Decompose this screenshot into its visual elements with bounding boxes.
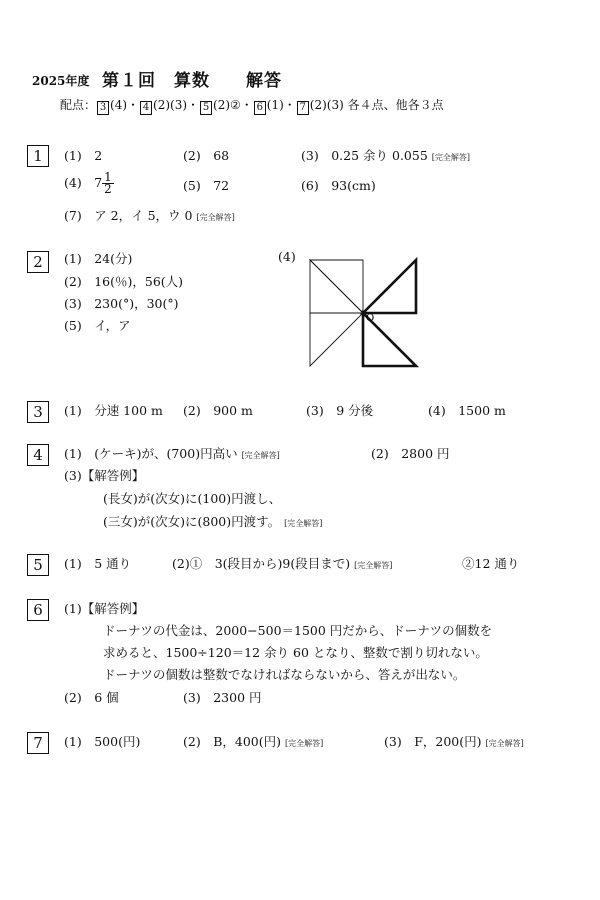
q2-answer-2: (2) 16(％)，56(人) [64,274,184,289]
q2-answer-4-label: (4) [278,249,296,264]
q6-answer-2: (2) 6 個 [64,690,119,705]
original-figure-lines [310,260,363,366]
points-text: (2)②・ [213,98,253,112]
points-box-5: 5 [200,101,212,115]
q3-answer-3: (3) 9 分後 [306,403,374,418]
q4-answer-3-line-2: (三女)が(次女)に(800)円渡す。 [完全解答] [103,514,323,529]
complete-answer-note: [完全解答] [241,451,280,460]
q1-answer-5: (5) 72 [183,178,230,193]
q7-answer-1: (1) 500(円) [64,734,141,749]
complete-answer-note: [完全解答] [284,519,323,528]
q7-answer-2: (2) B，400(円) [完全解答] [183,734,324,749]
points-suffix: 各４点、他各３点 [347,98,444,112]
q5-answer-2-1: (2)① 3(段目から)9(段目まで) [完全解答] [172,556,393,571]
complete-answer-note: [完全解答] [485,739,524,748]
rotation-figure [300,255,430,375]
question-number-2: 2 [27,251,49,273]
q3-answer-1: (1) 分速 100 m [64,403,163,418]
complete-answer-note: [完全解答] [354,561,393,570]
question-number-7: 7 [27,732,49,754]
q6-answer-1-line-1: ドーナツの代金は、2000−500＝1500 円だから、ドーナツの個数を [103,623,493,638]
q5-answer-2-2: ②12 通り [462,556,520,571]
complete-answer-note: [完全解答] [285,739,324,748]
points-text: (4)・ [110,98,140,112]
question-number-1: 1 [27,145,49,167]
page-title: 第１回 算数 解答 [102,71,282,91]
points-box-4: 4 [140,101,152,115]
complete-answer-note: [完全解答] [431,153,471,162]
question-number-6: 6 [27,599,49,621]
points-line [60,96,444,115]
q1-answer-2: (2) 68 [183,148,230,163]
q6-answer-1-line-3: ドーナツの個数は整数でなければならないから、答えが出ない。 [103,667,466,682]
fraction: $\frac{1}{2}$ [104,170,112,196]
question-number-5: 5 [27,554,49,576]
points-text: (2)(3)・ [153,98,200,112]
points-box-6: 6 [254,101,266,115]
q1-answer-1: (1) 2 [64,148,103,163]
points-text: (2)(3) [309,98,344,112]
q6-answer-1-label: (1)【解答例】 [64,601,145,616]
q1-answer-3: (3) 0.25 余り 0.055 [完全解答] [301,148,471,163]
points-box-7: 7 [297,101,309,115]
q1-answer-4: (4) 7 $\frac{1}{2}$ [64,170,112,196]
q1-answer-7: (7) ア 2，イ 5，ウ 0 [完全解答] [64,208,235,223]
q3-answer-2: (2) 900 m [183,403,253,418]
center-point-label: O [366,313,375,324]
question-number-4: 4 [27,444,49,466]
question-number-3: 3 [27,401,49,423]
q4-answer-3-label: (3)【解答例】 [64,468,145,483]
q4-answer-1: (1) (ケーキ)が、(700)円高い [完全解答] [64,446,280,461]
complete-answer-note: [完全解答] [196,213,235,222]
q2-answer-5: (5) イ，ア [64,318,131,333]
q4-answer-2: (2) 2800 円 [371,446,450,461]
points-prefix: 配点： [60,98,97,112]
points-text: (1)・ [266,98,296,112]
q3-answer-4: (4) 1500 m [428,403,506,418]
q6-answer-1-line-2: 求めると、1500÷120＝12 余り 60 となり、整数で割り切れない。 [103,645,488,660]
q7-answer-3: (3) F，200(円) [完全解答] [384,734,524,749]
q6-answer-3: (3) 2300 円 [183,690,262,705]
q5-answer-1: (1) 5 通り [64,556,132,571]
q4-answer-3-line-1: (長女)が(次女)に(100)円渡し、 [103,491,282,506]
q2-answer-3: (3) 230(°)，30(°) [64,296,179,311]
points-box-3: 3 [97,101,109,115]
exam-year: 2025年度 [32,74,90,88]
q2-answer-1: (1) 24(分) [64,251,133,266]
q1-answer-6: (6) 93(cm) [301,178,376,193]
